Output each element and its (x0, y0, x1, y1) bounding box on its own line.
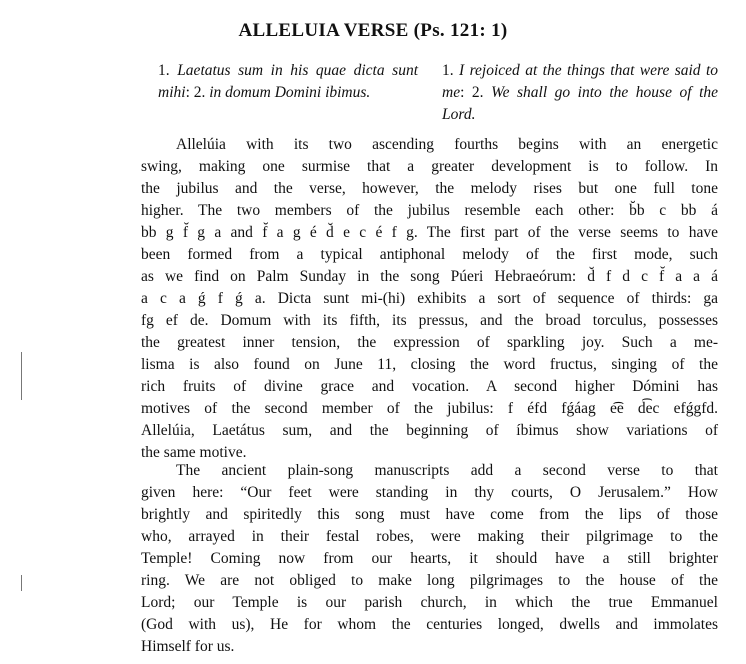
verse-english-text1: I rejoiced at the things that were said to me (442, 62, 719, 101)
text-line: rich fruits of divine grace and vocation. A second higher Dómini has (141, 378, 718, 395)
verse-english-text2: We shall go into the house of the Lord. (442, 84, 719, 123)
text-line: bb g f̆ g a and f̆ a g é d̆ e c é f g. The first part of the verse seems to have (141, 224, 718, 241)
verse-english-num: 1. (442, 62, 454, 79)
verse-english-sep: : 2. (460, 84, 484, 101)
text-line: lisma is also found on June 11, closing the word fructus, singing of the (141, 356, 718, 373)
text-line: Lord; our Temple is our parish church, in which the true Emmanuel (141, 594, 718, 611)
text-line: been formed from a typical antiphonal melody of the first mode, such (141, 246, 718, 263)
text-line: the jubilus and the verse, however, the melody rises but one full tone (141, 180, 718, 197)
page-title: ALLELUIA VERSE (Ps. 121: 1) (238, 20, 508, 41)
verse-latin (158, 60, 418, 104)
text-line: higher. The two members of the jubilus resemble each other: b̆b c bb á (141, 202, 718, 219)
commentary-paragraph-2 (141, 460, 718, 658)
text-line: Himself for us. (141, 638, 235, 655)
text-line: Temple! Coming now from our hearts, it should have a still brighter (141, 550, 718, 567)
text-line: ring. We are not obliged to make long pilgrimages to the house of the (141, 572, 718, 589)
text-line: the greatest inner tension, the expression of sparkling joy. Such a me- (141, 334, 718, 351)
commentary-paragraph-1 (141, 134, 718, 464)
text-line: motives of the second member of the jubilus: f éfd fǵáag e͡e d͡ec efǵgfd. (141, 400, 718, 417)
verse-latin-text2: in domum Domini ibimus. (209, 84, 371, 101)
text-line: fg ef de. Domum with its fifth, its pressus, and the broad torculus, possesses (141, 312, 718, 329)
margin-mark (21, 575, 22, 591)
text-line: given here: “Our feet were standing in thy courts, O Jerusalem.” How (141, 484, 718, 501)
text-line: as we find on Palm Sunday in the song Púeri Hebraeórum: d̆ f d c f̆ a a á (141, 268, 718, 285)
text-line: the same motive. (141, 444, 247, 461)
text-line: Allelúia with its two ascending fourths begins with an energetic (176, 136, 718, 153)
margin-mark (21, 372, 22, 400)
text-line: brightly and spiritedly this song must have come from the lips of those (141, 506, 718, 523)
text-line: swing, making one surmise that a greater development is to follow. In (141, 158, 718, 175)
text-line: Allelúia, Laetátus sum, and the beginning of íbimus show variations of (141, 422, 718, 439)
verse-english (442, 60, 718, 126)
verse-latin-num: 1. (158, 62, 170, 79)
text-line: who, arrayed in their festal robes, were making their pilgrimage to the (141, 528, 718, 545)
text-line: The ancient plain-song manuscripts add a second verse to that (176, 462, 718, 479)
text-line: a c a ǵ f ǵ a. Dicta sunt mi-(hi) exhibits a sort of sequence of thirds: ga (141, 290, 718, 307)
verse-latin-sep: : 2. (185, 84, 206, 101)
text-line: (God with us), He for whom the centuries longed, dwells and immolates (141, 616, 718, 633)
verse-latin-text1: Laetatus sum in his quae dicta sunt mihi (158, 62, 418, 101)
